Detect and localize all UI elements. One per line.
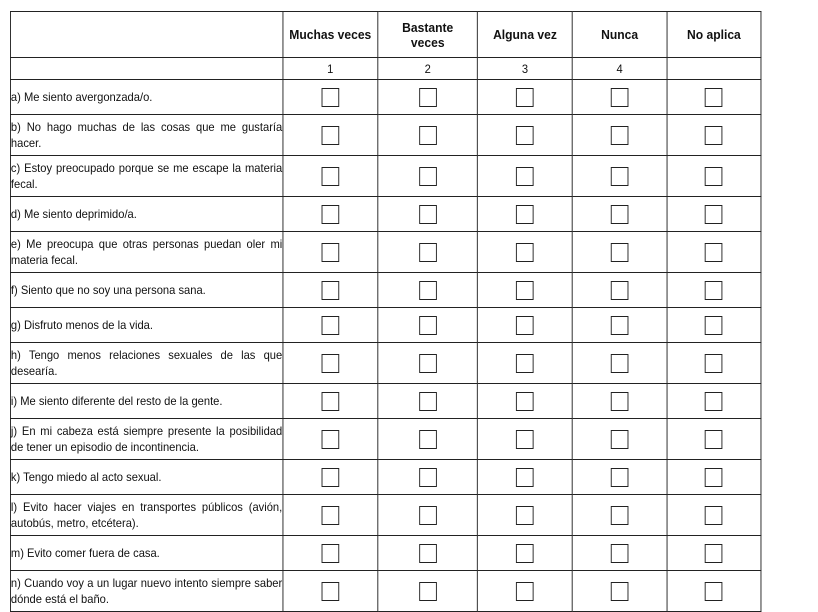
question-text: a) Me siento avergonzada/o. [10, 80, 282, 115]
answer-checkbox[interactable] [516, 316, 534, 335]
answer-cell [667, 571, 761, 612]
answer-cell [572, 156, 666, 197]
answer-cell [572, 273, 666, 308]
question-text: g) Disfruto menos de la vida. [10, 308, 282, 343]
answer-checkbox[interactable] [321, 582, 339, 601]
answer-cell [283, 419, 378, 460]
question-text: f) Siento que no soy una persona sana. [10, 273, 282, 308]
answer-cell [283, 460, 378, 495]
answer-checkbox[interactable] [321, 506, 339, 525]
answer-checkbox[interactable] [611, 392, 629, 411]
question-text: n) Cuando voy a un lugar nuevo intento siempre saber dónde está el baño. [10, 571, 282, 612]
question-row [10, 156, 761, 197]
answer-checkbox[interactable] [516, 243, 534, 262]
answer-checkbox[interactable] [705, 468, 723, 487]
questionnaire-table [10, 11, 761, 612]
answer-checkbox[interactable] [705, 243, 723, 262]
answer-cell [572, 115, 666, 156]
answer-cell [478, 80, 573, 115]
answer-checkbox[interactable] [611, 243, 629, 262]
answer-cell [283, 571, 378, 612]
column-number: 3 [478, 58, 573, 80]
answer-cell [478, 419, 573, 460]
answer-checkbox[interactable] [516, 544, 534, 563]
column-number: 4 [572, 58, 666, 80]
question-text: m) Evito comer fuera de casa. [10, 536, 282, 571]
question-text: k) Tengo miedo al acto sexual. [10, 460, 282, 495]
answer-cell [478, 384, 573, 419]
answer-checkbox[interactable] [321, 392, 339, 411]
answer-cell [572, 460, 666, 495]
answer-checkbox[interactable] [321, 468, 339, 487]
answer-checkbox[interactable] [516, 88, 534, 107]
column-number [667, 58, 761, 80]
answer-cell [667, 232, 761, 273]
answer-cell [478, 232, 573, 273]
number-corner [10, 58, 282, 80]
answer-checkbox[interactable] [419, 126, 437, 145]
answer-checkbox[interactable] [611, 167, 629, 186]
answer-cell [667, 384, 761, 419]
answer-cell [378, 343, 478, 384]
answer-cell [283, 495, 378, 536]
answer-checkbox[interactable] [321, 544, 339, 563]
question-text: i) Me siento diferente del resto de la gente. [10, 384, 282, 419]
answer-checkbox[interactable] [419, 243, 437, 262]
answer-checkbox[interactable] [321, 88, 339, 107]
answer-cell [572, 495, 666, 536]
column-number: 1 [283, 58, 378, 80]
question-row [10, 308, 761, 343]
answer-cell [667, 343, 761, 384]
answer-checkbox[interactable] [705, 354, 723, 373]
answer-cell [283, 232, 378, 273]
answer-cell [572, 80, 666, 115]
answer-cell [283, 156, 378, 197]
answer-cell [283, 384, 378, 419]
answer-cell [667, 273, 761, 308]
questionnaire [10, 11, 818, 612]
column-number: 2 [378, 58, 478, 80]
answer-checkbox[interactable] [611, 582, 629, 601]
question-row [10, 197, 761, 232]
answer-cell [478, 308, 573, 343]
answer-checkbox[interactable] [516, 205, 534, 224]
answer-checkbox[interactable] [611, 506, 629, 525]
answer-cell [283, 115, 378, 156]
answer-cell [478, 495, 573, 536]
answer-checkbox[interactable] [516, 392, 534, 411]
answer-cell [572, 384, 666, 419]
answer-cell [378, 419, 478, 460]
answer-checkbox[interactable] [611, 468, 629, 487]
answer-checkbox[interactable] [419, 468, 437, 487]
answer-checkbox[interactable] [611, 88, 629, 107]
answer-cell [478, 115, 573, 156]
answer-checkbox[interactable] [419, 392, 437, 411]
question-row [10, 571, 761, 612]
answer-checkbox[interactable] [321, 354, 339, 373]
answer-cell [283, 343, 378, 384]
answer-checkbox[interactable] [516, 430, 534, 449]
answer-cell [667, 115, 761, 156]
answer-checkbox[interactable] [419, 88, 437, 107]
answer-cell [667, 460, 761, 495]
answer-cell [667, 156, 761, 197]
answer-checkbox[interactable] [611, 281, 629, 300]
question-row [10, 232, 761, 273]
answer-cell [378, 384, 478, 419]
answer-checkbox[interactable] [516, 281, 534, 300]
answer-cell [572, 197, 666, 232]
answer-checkbox[interactable] [419, 544, 437, 563]
answer-checkbox[interactable] [705, 205, 723, 224]
answer-cell [378, 308, 478, 343]
answer-checkbox[interactable] [419, 582, 437, 601]
question-row [10, 495, 761, 536]
answer-cell [478, 460, 573, 495]
answer-checkbox[interactable] [705, 430, 723, 449]
column-header-bastante-veces: Bastante veces [378, 12, 478, 58]
answer-checkbox[interactable] [321, 205, 339, 224]
answer-checkbox[interactable] [611, 126, 629, 145]
answer-cell [572, 571, 666, 612]
answer-cell [478, 197, 573, 232]
answer-checkbox[interactable] [516, 126, 534, 145]
answer-cell [572, 419, 666, 460]
answer-checkbox[interactable] [419, 354, 437, 373]
answer-cell [667, 80, 761, 115]
answer-checkbox[interactable] [321, 281, 339, 300]
answer-cell [478, 571, 573, 612]
answer-cell [378, 495, 478, 536]
answer-checkbox[interactable] [321, 126, 339, 145]
answer-cell [283, 80, 378, 115]
question-row [10, 419, 761, 460]
answer-cell [572, 536, 666, 571]
answer-checkbox[interactable] [705, 167, 723, 186]
answer-checkbox[interactable] [516, 354, 534, 373]
question-text: l) Evito hacer viajes en transportes públicos (avión, autobús, metro, etcétera). [10, 495, 282, 536]
answer-checkbox[interactable] [705, 316, 723, 335]
answer-checkbox[interactable] [611, 430, 629, 449]
question-row [10, 384, 761, 419]
question-text: b) No hago muchas de las cosas que me gustaría hacer. [10, 115, 282, 156]
answer-checkbox[interactable] [611, 354, 629, 373]
answer-checkbox[interactable] [611, 316, 629, 335]
answer-checkbox[interactable] [516, 468, 534, 487]
answer-cell [378, 571, 478, 612]
answer-cell [667, 419, 761, 460]
answer-checkbox[interactable] [419, 316, 437, 335]
answer-cell [378, 115, 478, 156]
column-header-no-aplica: No aplica [667, 12, 761, 58]
answer-checkbox[interactable] [705, 281, 723, 300]
answer-cell [283, 536, 378, 571]
answer-cell [283, 273, 378, 308]
question-text: c) Estoy preocupado porque se me escape la materia fecal. [10, 156, 282, 197]
answer-checkbox[interactable] [705, 392, 723, 411]
answer-cell [667, 197, 761, 232]
answer-cell [478, 156, 573, 197]
answer-checkbox[interactable] [705, 582, 723, 601]
answer-checkbox[interactable] [419, 430, 437, 449]
number-row [10, 58, 761, 80]
header-row [10, 12, 761, 58]
answer-cell [478, 273, 573, 308]
answer-cell [283, 308, 378, 343]
answer-cell [378, 536, 478, 571]
question-row [10, 343, 761, 384]
answer-checkbox[interactable] [705, 506, 723, 525]
answer-cell [572, 232, 666, 273]
answer-cell [478, 536, 573, 571]
answer-cell [283, 197, 378, 232]
column-header-nunca: Nunca [572, 12, 666, 58]
answer-checkbox[interactable] [321, 243, 339, 262]
answer-cell [378, 80, 478, 115]
question-text: d) Me siento deprimido/a. [10, 197, 282, 232]
answer-checkbox[interactable] [321, 316, 339, 335]
answer-cell [667, 495, 761, 536]
question-row [10, 536, 761, 571]
answer-checkbox[interactable] [419, 281, 437, 300]
answer-checkbox[interactable] [419, 167, 437, 186]
answer-cell [667, 536, 761, 571]
answer-checkbox[interactable] [321, 167, 339, 186]
answer-cell [378, 273, 478, 308]
answer-checkbox[interactable] [705, 544, 723, 563]
question-row [10, 80, 761, 115]
answer-checkbox[interactable] [705, 126, 723, 145]
answer-checkbox[interactable] [419, 506, 437, 525]
answer-checkbox[interactable] [516, 582, 534, 601]
answer-checkbox[interactable] [611, 205, 629, 224]
answer-cell [378, 460, 478, 495]
answer-cell [572, 308, 666, 343]
answer-cell [378, 232, 478, 273]
answer-checkbox[interactable] [705, 88, 723, 107]
corner-cell [10, 12, 282, 58]
question-row [10, 273, 761, 308]
question-row [10, 115, 761, 156]
question-text: j) En mi cabeza está siempre presente la posibilidad de tener un episodio de incontinencia. [10, 419, 282, 460]
answer-checkbox[interactable] [419, 205, 437, 224]
answer-cell [378, 156, 478, 197]
question-row [10, 460, 761, 495]
column-header-alguna-vez: Alguna vez [478, 12, 573, 58]
answer-cell [478, 343, 573, 384]
answer-checkbox[interactable] [516, 506, 534, 525]
question-text: e) Me preocupa que otras personas puedan oler mi materia fecal. [10, 232, 282, 273]
answer-checkbox[interactable] [516, 167, 534, 186]
question-text: h) Tengo menos relaciones sexuales de las que desearía. [10, 343, 282, 384]
answer-checkbox[interactable] [321, 430, 339, 449]
answer-cell [667, 308, 761, 343]
answer-cell [572, 343, 666, 384]
answer-checkbox[interactable] [611, 544, 629, 563]
answer-cell [378, 197, 478, 232]
column-header-muchas-veces: Muchas veces [283, 12, 378, 58]
